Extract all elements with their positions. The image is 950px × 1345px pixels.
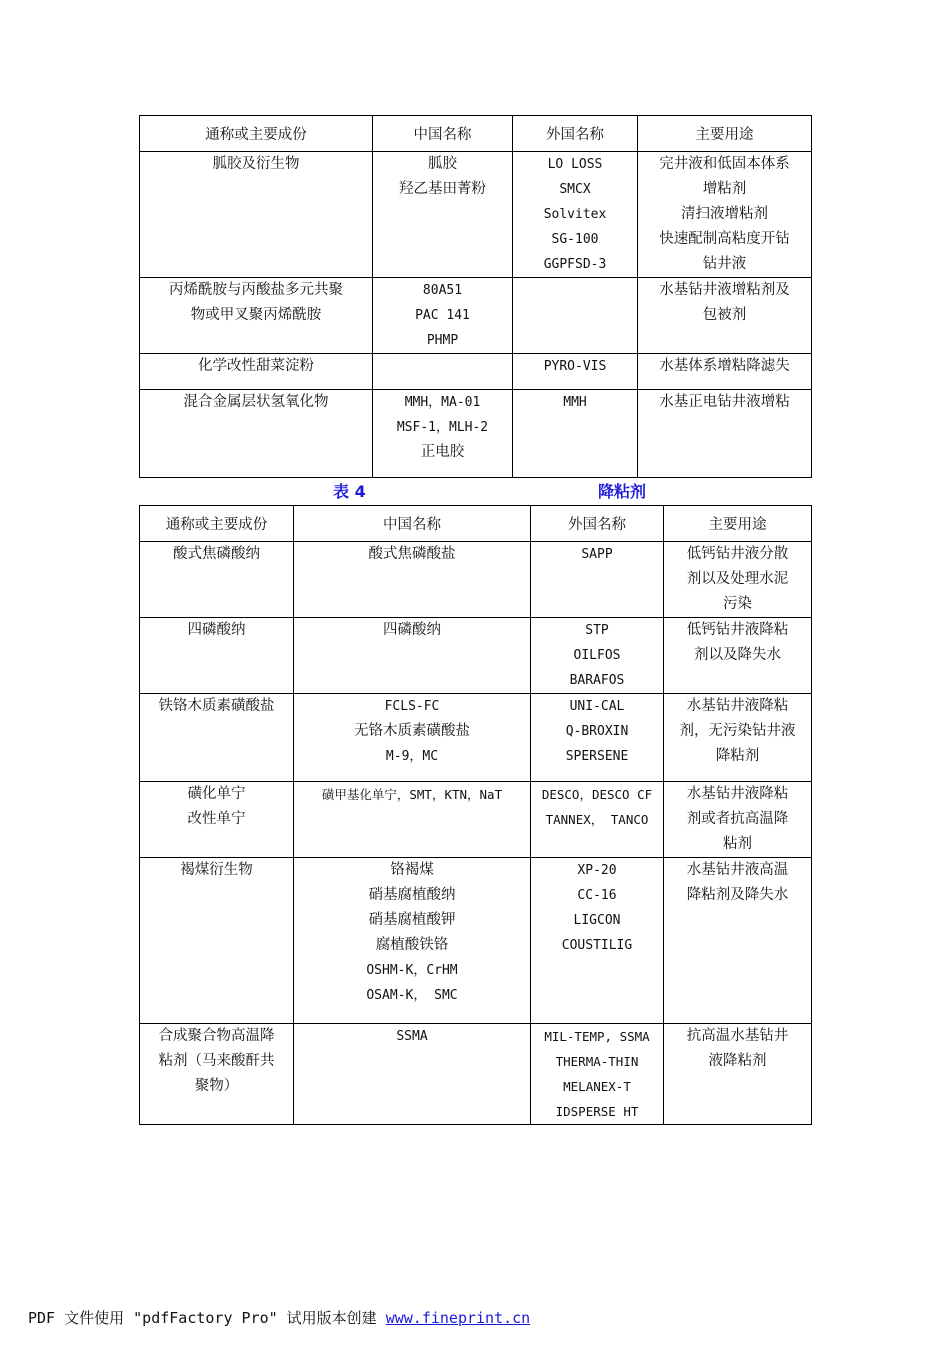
table-row bbox=[140, 152, 812, 278]
table-header-row bbox=[140, 506, 812, 542]
cell-line: PHMP bbox=[426, 333, 459, 348]
cell-use bbox=[638, 152, 812, 278]
cell-line: SAPP bbox=[581, 547, 613, 562]
cell-line: MMH bbox=[563, 395, 587, 410]
cell-line: LIGCON bbox=[573, 913, 621, 928]
table-caption-number: 表 4 bbox=[333, 482, 366, 501]
cell-foreign bbox=[531, 1024, 664, 1125]
cell-foreign bbox=[531, 858, 664, 1024]
cell-line: 铬褐煤 bbox=[390, 862, 434, 878]
cell-name bbox=[140, 390, 373, 478]
cell-line: 低钙钻井液分散 bbox=[686, 546, 789, 562]
cell-line: 低钙钻井液降粘 bbox=[686, 622, 789, 638]
cell-line: 改性单宁 bbox=[187, 811, 246, 827]
cell-use bbox=[664, 694, 812, 782]
header-cn: 中国名称 bbox=[373, 116, 513, 152]
cell-line: 褐煤衍生物 bbox=[180, 862, 253, 878]
cell-line: M-9，MC bbox=[385, 749, 439, 764]
cell-name bbox=[140, 858, 294, 1024]
cell-use bbox=[664, 542, 812, 618]
cell-line: Q-BROXIN bbox=[565, 724, 629, 739]
cell-use bbox=[664, 782, 812, 858]
cell-line: 清扫液增粘剂 bbox=[681, 206, 768, 222]
cell-line: TANNEX， TANCO bbox=[545, 812, 649, 827]
cell-line: 剂以及降失水 bbox=[694, 647, 781, 663]
cell-line: STP bbox=[585, 623, 609, 638]
cell-line: OILFOS bbox=[573, 648, 621, 663]
cell-line: MIL-TEMP, SSMA bbox=[544, 1029, 650, 1044]
cell-line: 水基钻井液降粘 bbox=[686, 786, 789, 802]
cell-line: OSHM-K，CrHM bbox=[366, 963, 458, 978]
cell-line: 粘剂 bbox=[723, 836, 752, 852]
table-row bbox=[140, 782, 812, 858]
cell-cn bbox=[294, 618, 531, 694]
viscosifier-table bbox=[139, 115, 812, 478]
cell-line: 腐植酸铁铬 bbox=[375, 937, 449, 953]
cell-line: UNI-CAL bbox=[569, 699, 625, 714]
cell-foreign bbox=[531, 618, 664, 694]
cell-line: 水基钻井液降粘 bbox=[686, 698, 789, 714]
cell-line: SG-100 bbox=[551, 232, 599, 247]
cell-line: PAC 141 bbox=[415, 308, 470, 323]
cell-line: 铁铬木质素磺酸盐 bbox=[158, 698, 275, 714]
header-use: 主要用途 bbox=[638, 116, 812, 152]
cell-name bbox=[140, 542, 294, 618]
cell-line: 抗高温水基钻井 bbox=[686, 1028, 789, 1044]
cell-line: 降粘剂 bbox=[715, 748, 760, 764]
table-caption-title: 降粘剂 bbox=[598, 482, 647, 501]
cell-line: 羟乙基田菁粉 bbox=[399, 181, 486, 197]
cell-line: 降粘剂及降失水 bbox=[686, 887, 789, 903]
cell-line: SMCX bbox=[559, 182, 591, 197]
cell-cn bbox=[294, 858, 531, 1024]
cell-line: 液降粘剂 bbox=[708, 1053, 767, 1069]
cell-line: BARAFOS bbox=[569, 673, 625, 688]
cell-foreign bbox=[513, 278, 638, 354]
cell-foreign bbox=[513, 152, 638, 278]
cell-line: 硝基腐植酸钾 bbox=[368, 912, 456, 928]
cell-name bbox=[140, 1024, 294, 1125]
header-name: 通称或主要成份 bbox=[140, 506, 294, 542]
table-row bbox=[140, 1024, 812, 1125]
header-use: 主要用途 bbox=[664, 506, 812, 542]
cell-line: FCLS-FC bbox=[384, 699, 440, 714]
cell-line: GGPFSD-3 bbox=[543, 257, 607, 272]
footer-note bbox=[28, 1307, 530, 1328]
cell-foreign bbox=[531, 782, 664, 858]
cell-line: 无铬木质素磺酸盐 bbox=[354, 723, 470, 739]
cell-line: 水基体系增粘降滤失 bbox=[659, 358, 790, 374]
cell-line: 快速配制高粘度开钻 bbox=[659, 231, 790, 247]
cell-use bbox=[664, 858, 812, 1024]
cell-line: 磺化单宁 bbox=[187, 786, 246, 802]
cell-cn bbox=[294, 782, 531, 858]
cell-line: 四磷酸纳 bbox=[383, 622, 441, 638]
table-row bbox=[140, 542, 812, 618]
cell-line: 胍胶 bbox=[428, 156, 457, 172]
thinner-table bbox=[139, 505, 812, 1125]
table-row bbox=[140, 278, 812, 354]
cell-name bbox=[140, 782, 294, 858]
cell-cn bbox=[373, 354, 513, 390]
cell-name bbox=[140, 278, 373, 354]
footer-text: PDF 文件使用 "pdfFactory Pro" 试用版本创建 bbox=[28, 1309, 386, 1327]
cell-use bbox=[664, 1024, 812, 1125]
cell-line: 钻井液 bbox=[702, 256, 747, 272]
cell-foreign bbox=[531, 542, 664, 618]
table-row bbox=[140, 858, 812, 1024]
table-row bbox=[140, 694, 812, 782]
cell-name bbox=[140, 618, 294, 694]
cell-line: OSAM-K， SMC bbox=[366, 988, 458, 1003]
cell-cn bbox=[373, 278, 513, 354]
cell-line: CC-16 bbox=[577, 888, 617, 903]
cell-line: 增粘剂 bbox=[702, 181, 747, 197]
cell-line: 粘剂（马来酸酐共 bbox=[158, 1053, 275, 1069]
cell-line: MMH，MA-01 bbox=[404, 395, 481, 410]
cell-foreign bbox=[513, 354, 638, 390]
cell-line: 剂，无污染钻井液 bbox=[679, 723, 796, 739]
cell-line: 污染 bbox=[723, 596, 752, 612]
cell-line: 酸式焦磷酸盐 bbox=[368, 546, 456, 562]
cell-foreign bbox=[513, 390, 638, 478]
header-name: 通称或主要成份 bbox=[140, 116, 373, 152]
cell-line: PYRO-VIS bbox=[543, 359, 607, 374]
cell-line: COUSTILIG bbox=[561, 938, 633, 953]
cell-line: 剂或者抗高温降 bbox=[686, 811, 789, 827]
cell-line: 水基正电钻井液增粘 bbox=[659, 394, 790, 410]
cell-line: 合成聚合物高温降 bbox=[158, 1028, 275, 1044]
cell-line: XP-20 bbox=[577, 863, 617, 878]
cell-line: 物或甲叉聚丙烯酰胺 bbox=[190, 307, 322, 323]
cell-line: LO LOSS bbox=[547, 157, 603, 172]
cell-foreign bbox=[531, 694, 664, 782]
cell-cn bbox=[294, 1024, 531, 1125]
cell-line: 酸式焦磷酸纳 bbox=[173, 546, 260, 562]
cell-use bbox=[638, 278, 812, 354]
cell-line: 胍胶及衍生物 bbox=[212, 156, 300, 172]
cell-line: MELANEX-T bbox=[563, 1079, 631, 1094]
cell-line: 80A51 bbox=[422, 283, 463, 298]
cell-line: 化学改性甜菜淀粉 bbox=[198, 358, 314, 374]
cell-cn bbox=[373, 390, 513, 478]
table-row bbox=[140, 390, 812, 478]
table-row bbox=[140, 618, 812, 694]
cell-use bbox=[638, 390, 812, 478]
cell-line: Solvitex bbox=[543, 207, 607, 222]
table-header-row bbox=[140, 116, 812, 152]
footer-link[interactable]: www.fineprint.cn bbox=[385, 1309, 531, 1327]
cell-line: 水基钻井液增粘剂及 bbox=[659, 282, 790, 298]
cell-line: DESCO，DESCO CF bbox=[541, 787, 653, 802]
table-row bbox=[140, 354, 812, 390]
cell-line: 磺甲基化单宁，SMT，KTN，NaT bbox=[321, 787, 503, 802]
cell-line: 丙烯酰胺与丙酸盐多元共聚 bbox=[169, 282, 343, 298]
cell-use bbox=[638, 354, 812, 390]
header-foreign: 外国名称 bbox=[531, 506, 664, 542]
cell-line: 聚物） bbox=[194, 1078, 239, 1094]
cell-line: IDSPERSE HT bbox=[555, 1104, 639, 1119]
cell-line: 四磷酸纳 bbox=[187, 622, 246, 638]
cell-line: 包被剂 bbox=[702, 307, 747, 323]
cell-use bbox=[664, 618, 812, 694]
cell-line: 硝基腐植酸纳 bbox=[368, 887, 456, 903]
cell-line: 剂以及处理水泥 bbox=[686, 571, 789, 587]
cell-cn bbox=[294, 542, 531, 618]
cell-line: 水基钻井液高温 bbox=[686, 862, 789, 878]
cell-line: 混合金属层状氢氧化物 bbox=[183, 394, 329, 410]
header-foreign: 外国名称 bbox=[513, 116, 638, 152]
cell-line: 完井液和低固本体系 bbox=[659, 156, 790, 172]
header-cn: 中国名称 bbox=[294, 506, 531, 542]
cell-line: MSF-1，MLH-2 bbox=[396, 420, 489, 435]
cell-line: SSMA bbox=[396, 1029, 428, 1044]
cell-line: SPERSENE bbox=[565, 749, 629, 764]
cell-name bbox=[140, 354, 373, 390]
cell-name bbox=[140, 152, 373, 278]
cell-line: 正电胶 bbox=[420, 444, 465, 460]
cell-cn bbox=[373, 152, 513, 278]
cell-cn bbox=[294, 694, 531, 782]
cell-name bbox=[140, 694, 294, 782]
cell-line: THERMA-THIN bbox=[555, 1054, 639, 1069]
